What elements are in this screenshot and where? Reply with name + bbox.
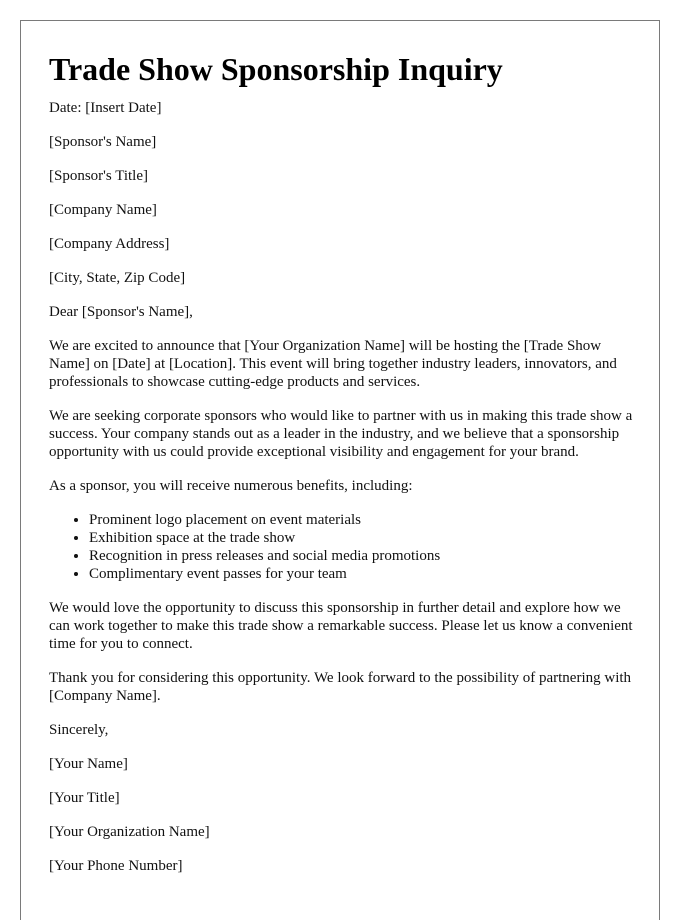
body-paragraph-benefits-intro: As a sponsor, you will receive numerous benefits, including: bbox=[49, 478, 413, 494]
body-paragraph-intro: We are excited to announce that [Your Organization Name] will be hosting the [Trade Show Name] on [Date] at [Location]. This event will bring together industry leaders, innovators, and professionals to showcase cutting-edge products and services. bbox=[49, 338, 617, 390]
recipient-title: [Sponsor's Title] bbox=[49, 168, 148, 184]
benefit-item: • Exhibition space at the trade show bbox=[89, 529, 633, 547]
benefit-item: • Recognition in press releases and social media promotions bbox=[89, 547, 633, 565]
salutation: Dear [Sponsor's Name], bbox=[49, 304, 193, 320]
sign-off: Sincerely, bbox=[49, 722, 109, 738]
body-paragraph-thanks: Thank you for considering this opportunity. We look forward to the possibility of partnering with [Company Name]. bbox=[49, 670, 632, 704]
benefits-list bbox=[49, 511, 633, 583]
recipient-city-state-zip: [City, State, Zip Code] bbox=[49, 270, 186, 286]
date-line: Date: [Insert Date] bbox=[49, 100, 162, 116]
recipient-company: [Company Name] bbox=[49, 202, 157, 218]
benefit-item: • Prominent logo placement on event materials bbox=[89, 511, 633, 529]
letter-page bbox=[20, 20, 660, 920]
body-paragraph-discuss: We would love the opportunity to discuss this sponsorship in further detail and explore how we can work together to make this trade show a remarkable success. Please let us know a convenient time for you to connect. bbox=[49, 600, 633, 652]
sender-organization: [Your Organization Name] bbox=[49, 824, 210, 840]
sender-name: [Your Name] bbox=[49, 756, 128, 772]
recipient-name: [Sponsor's Name] bbox=[49, 134, 157, 150]
letter-content bbox=[49, 51, 633, 891]
recipient-address: [Company Address] bbox=[49, 236, 170, 252]
sender-phone: [Your Phone Number] bbox=[49, 858, 183, 874]
benefit-item: • Complimentary event passes for your team bbox=[89, 565, 633, 583]
letter-title: Trade Show Sponsorship Inquiry bbox=[49, 51, 503, 87]
body-paragraph-seeking: We are seeking corporate sponsors who would like to partner with us in making this trade show a success. Your company stands out as a leader in the industry, and we believe that a sponsorship opportunity with us could provide exceptional visibility and engagement for your brand. bbox=[49, 408, 633, 460]
sender-title: [Your Title] bbox=[49, 790, 120, 806]
